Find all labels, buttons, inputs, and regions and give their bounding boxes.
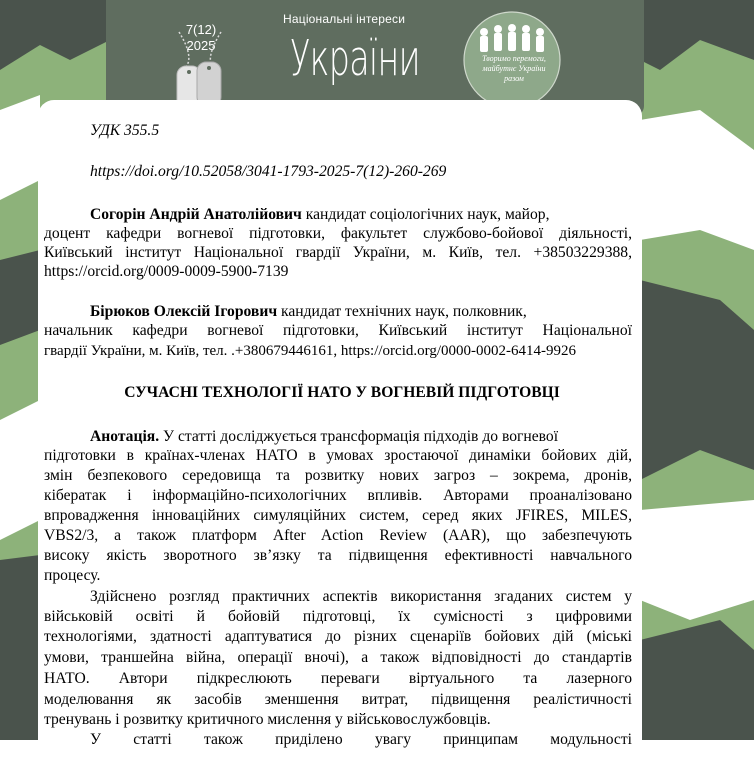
udc-code: УДК 355.5 [90, 122, 160, 139]
paragraph2-line6: моделювання як засобів зменшення витрат, підвищення реалістичності [44, 691, 632, 708]
abstract-line5: впровадження інноваційних симуляційних систем, серед яких JFIRES, MILES, [44, 507, 632, 524]
abstract-label: Анотація. [90, 428, 160, 445]
paragraph2-line2: військовій освіті й бойовій підготовці, їх сумісності з цифровими [44, 608, 632, 625]
author1-line2: доцент кафедри вогневої підготовки, факультет службово-бойової діяльності, [44, 225, 632, 242]
author2-line3: гвардії України, м. Київ, тел. .+380679446161, https://orcid.org/0000-0002-6414-9926 [44, 343, 576, 359]
emblem-slogan: Творимо перемоги, майбутнє України разом [482, 54, 546, 83]
abstract-line6: VBS2/3, а також платформ After Action Review (AAR), що забезпечують [44, 527, 632, 544]
article-title: СУЧАСНІ ТЕХНОЛОГІЇ НАТО У ВОГНЕВІЙ ПІДГОТОВЦІ [124, 384, 560, 401]
author2-line1: Бірюков Олексій Ігорович кандидат технічних наук, полковник, [90, 303, 527, 320]
doi-link[interactable]: https://doi.org/10.52058/3041-1793-2025-7(12)-260-269 [90, 163, 447, 180]
paragraph2-line1: Здійснено розгляд практичних аспектів використання згаданих систем у [90, 588, 632, 605]
abstract-line7: високу якість зворотного зв’язку та підвищення ефективності навчального [44, 547, 632, 564]
paragraph2-line3: технологіями, здатності адаптуватися до різних сценаріїв бойових дій (міські [44, 628, 632, 645]
author2-line2: начальник кафедри вогневої підготовки, Київський інститут Національної [44, 322, 632, 339]
author1-name: Согорін Андрій Анатолійович [90, 206, 302, 223]
abstract-line4: кібератак і інформаційно-психологічних впливів. Авторами проаналізовано [44, 487, 632, 504]
author2-name: Бірюков Олексій Ігорович [90, 303, 278, 320]
abstract-line8: процесу. [44, 567, 101, 584]
author1-line1: Согорін Андрій Анатолійович кандидат соціологічних наук, майор, [90, 206, 550, 223]
paragraph2-line4: умови, траншейна війна, операції вночі), а також відповідності до стандартів [44, 649, 632, 666]
author1-line3: Київський інститут Національної гвардії України, м. Київ, тел. +38503229388, [44, 244, 632, 261]
paragraph2-line5: НАТО. Автори підкреслюють переваги віртуального та лазерного [44, 670, 632, 687]
paragraph3-line1: У статті також приділено увагу принципам модульності [90, 731, 632, 748]
abstract-line2: підготовки в країнах-членах НАТО в умовах зростаючої динаміки бойових дій, [44, 447, 632, 464]
abstract-line1: Анотація. У статті досліджується трансформація підходів до вогневої [90, 428, 559, 445]
journal-subtitle: Національні інтереси [283, 12, 406, 26]
paragraph2-line7: тренувань і розвитку критичного мислення у військовослужбовців. [44, 711, 491, 728]
issue-year: 2025 [186, 38, 216, 53]
author1-orcid[interactable]: https://orcid.org/0009-0009-5900-7139 [44, 263, 289, 280]
journal-title: України [290, 30, 420, 87]
issue-number: 7(12) [185, 22, 217, 37]
abstract-line3: змін безпекового середовища та розвитку нових загроз – зокрема, дронів, [44, 467, 632, 484]
